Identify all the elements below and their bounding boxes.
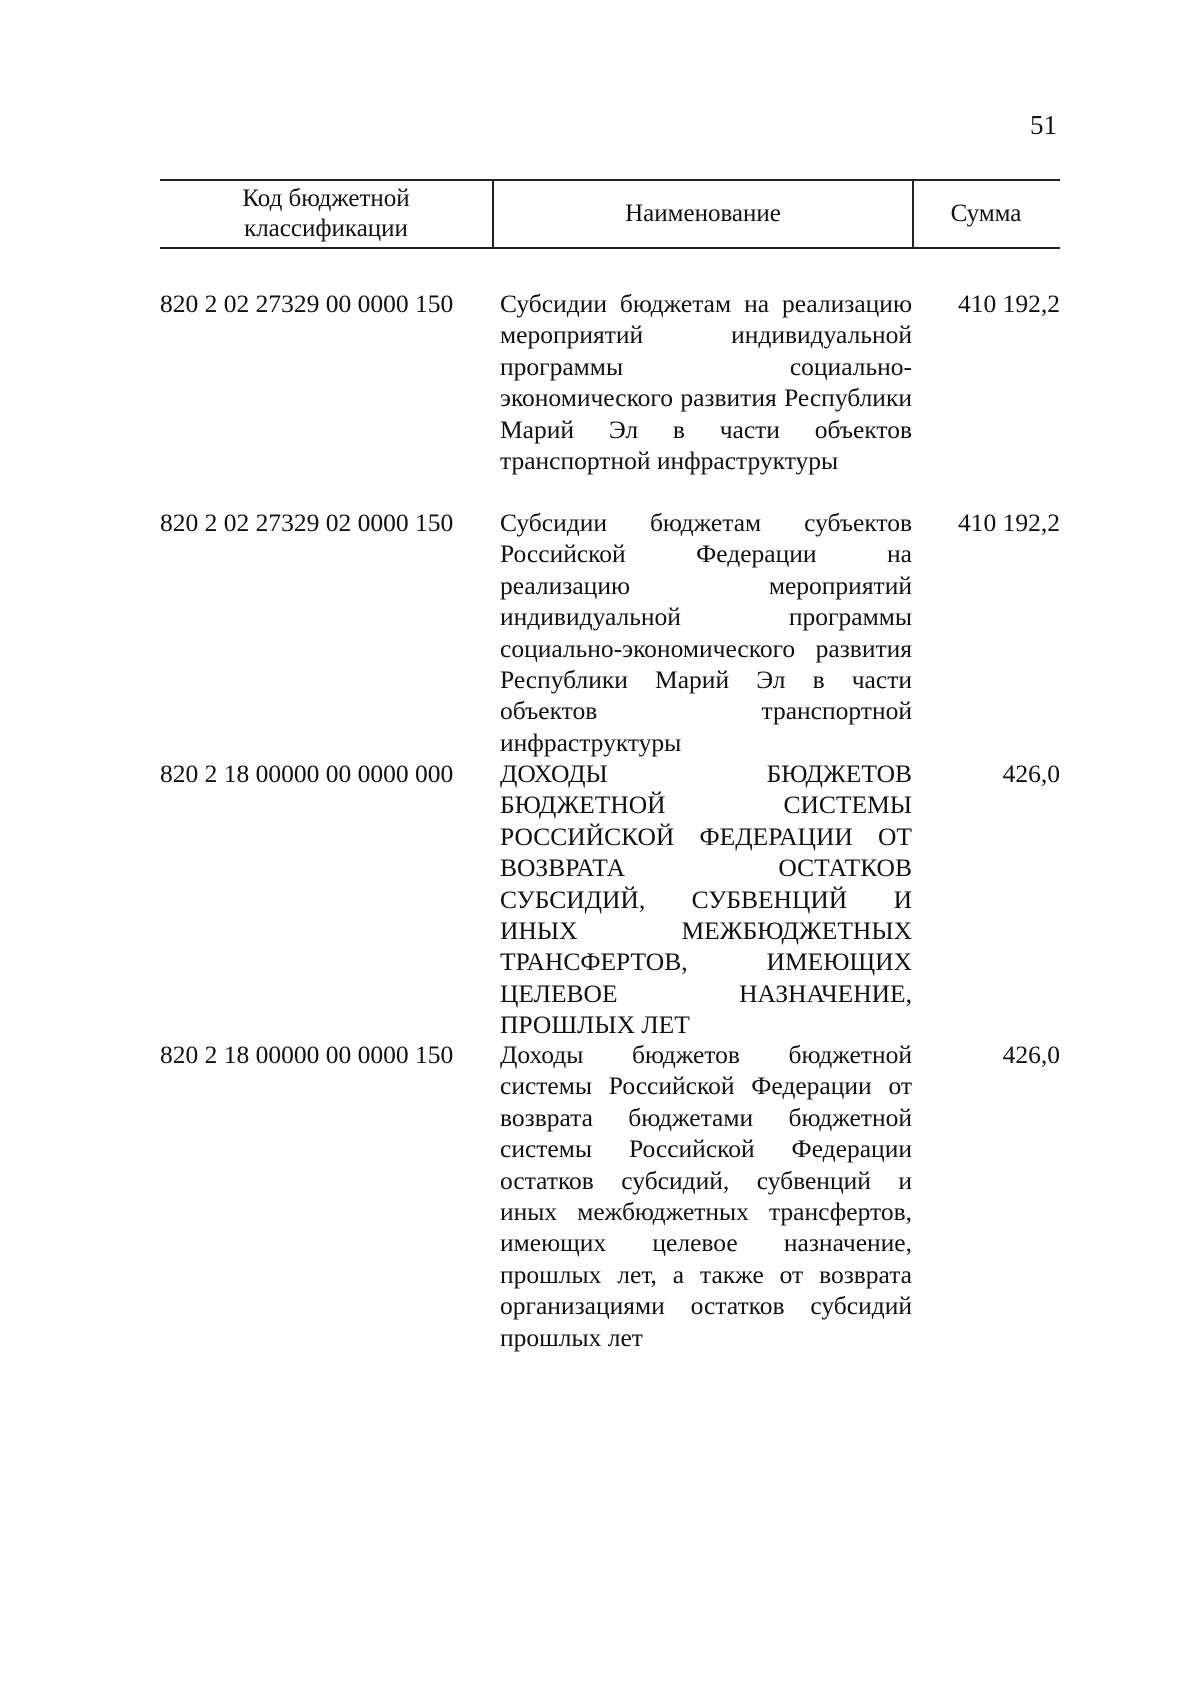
row-code: 820 2 02 27329 00 0000 150 [160, 289, 454, 318]
row-name: Субсидии бюджетам субъектов Российской Федерации на реализацию мероприятий индивидуальной программы социально-экономического развития Республики Марий Эл в части объектов транспортной инфраструктуры [500, 508, 912, 757]
row-name: Субсидии бюджетам на реализацию мероприятий индивидуальной программы социально-экономического развития Республики Марий Эл в части объектов транспортной инфраструктуры [500, 289, 912, 476]
row-code: 820 2 18 00000 00 0000 000 [160, 759, 454, 788]
row-sum: 410 192,2 [958, 289, 1060, 318]
row-name: ДОХОДЫ БЮДЖЕТОВ БЮДЖЕТНОЙ СИСТЕМЫ РОССИЙСКОЙ ФЕДЕРАЦИИ ОТ ВОЗВРАТА ОСТАТКОВ СУБСИДИЙ, СУБВЕНЦИЙ И ИНЫХ МЕЖБЮДЖЕТНЫХ ТРАНСФЕРТОВ, ИМЕЮЩИХ ЦЕЛЕВОЕ НАЗНАЧЕНИЕ, ПРОШЛЫХ ЛЕТ [500, 759, 912, 1040]
row-code: 820 2 02 27329 02 0000 150 [160, 508, 454, 537]
row-sum: 410 192,2 [958, 508, 1060, 537]
row-code: 820 2 18 00000 00 0000 150 [160, 1040, 454, 1069]
row-name: Доходы бюджетов бюджетной системы Российской Федерации от возврата бюджетами бюджетной системы Российской Федерации остатков субсидий, субвенций и иных межбюджетных трансфертов, имеющих целевое назначение, прошлых лет, а также от возврата организациями остатков субсидий прошлых лет [500, 1040, 912, 1352]
table-header [160, 179, 1060, 249]
header-code: Код бюджетной классификации [242, 185, 410, 242]
page-number: 51 [1030, 110, 1057, 140]
header-sum: Сумма [950, 200, 1022, 227]
header-name: Наименование [492, 181, 914, 247]
row-sum: 426,0 [1002, 1040, 1060, 1069]
row-sum: 426,0 [1002, 759, 1060, 788]
